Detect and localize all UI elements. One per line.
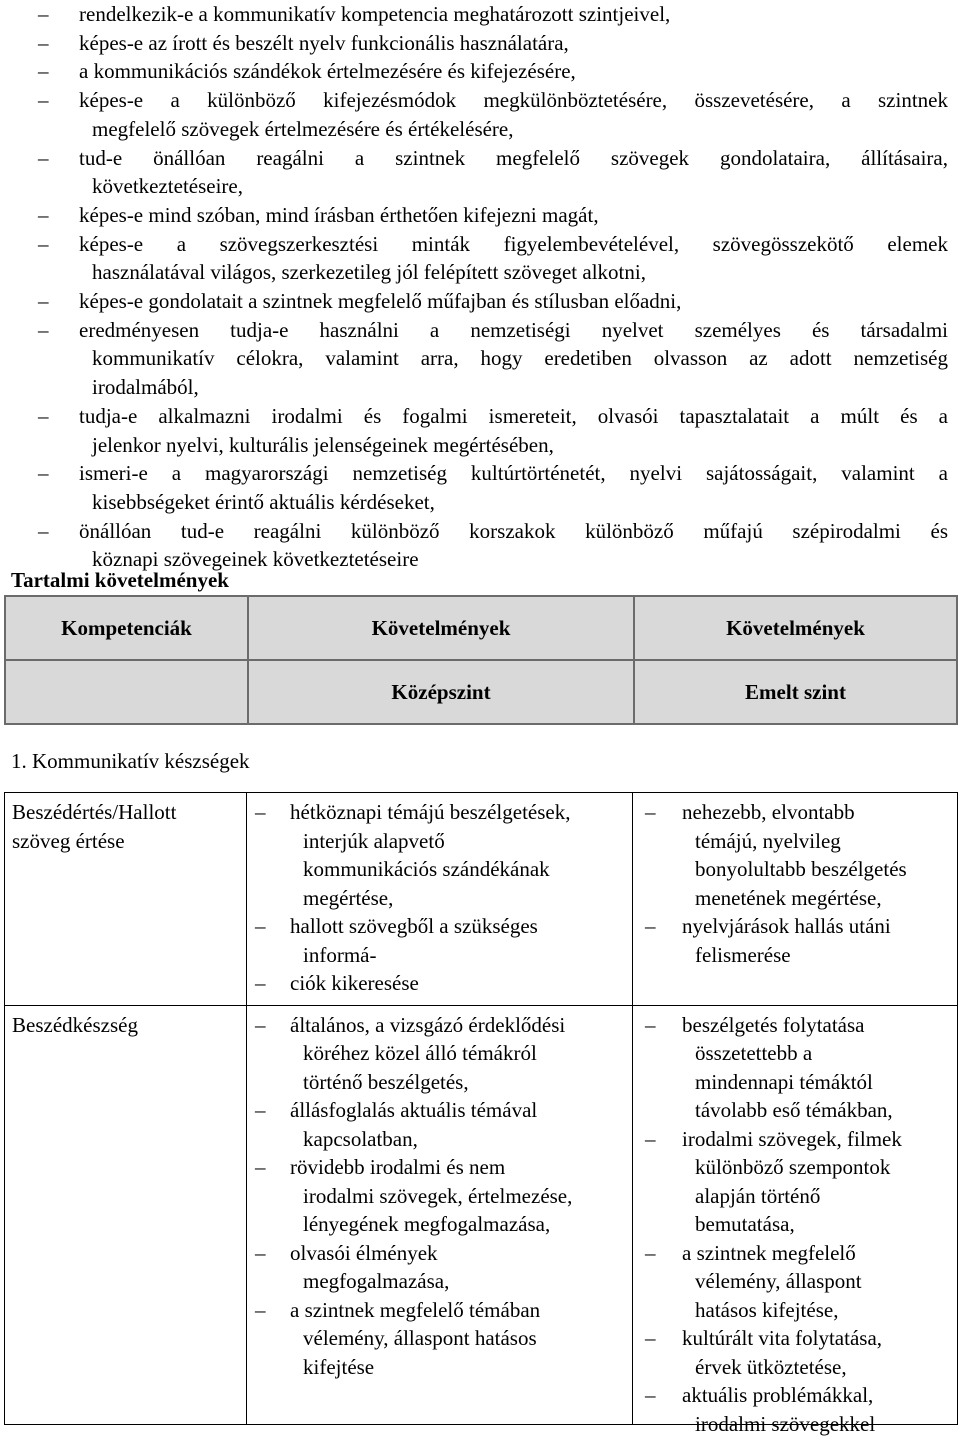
requirement-item [247, 1153, 632, 1239]
requirement-line-text: kommunikációs szándékának [303, 857, 550, 881]
criteria-item-line: képes-e a szövegszerkesztési minták figyelembevételével, szövegösszekötő elemek [79, 230, 948, 259]
dash-bullet: – [645, 1381, 656, 1410]
requirement-line [695, 1381, 950, 1410]
dash-bullet: – [255, 969, 266, 998]
criteria-item-line: képes-e mind szóban, mind írásban érthetően kifejezni magát, [79, 201, 948, 230]
criteria-item-line: képes-e a különböző kifejezésmódok megkülönböztetésére, összevetésére, a szintnek [79, 86, 948, 115]
requirement-item [247, 1296, 632, 1382]
advanced-level-requirements [632, 793, 956, 1005]
dash-bullet: – [38, 201, 62, 230]
requirement-line [303, 912, 626, 941]
requirement-line-text: mindennapi témáktól [695, 1070, 873, 1094]
requirement-line-text: lényegének megfogalmazása, [303, 1212, 550, 1236]
requirement-line [695, 941, 950, 970]
dash-bullet: – [38, 459, 62, 488]
requirement-item [247, 912, 632, 969]
evaluation-criteria-list [0, 0, 960, 574]
dash-bullet: – [38, 230, 62, 259]
requirement-line [695, 884, 950, 913]
criteria-item-line: ismeri-e a magyarországi nemzetiség kultúrtörténetét, nyelvi sajátosságait, valamint a [79, 459, 948, 488]
criteria-item-line: jelenkor nyelvi, kulturális jelenségeinek megértésében, [92, 431, 948, 460]
header-empty-cell [6, 661, 247, 723]
requirement-line-text: nyelvjárások hallás utáni [682, 914, 891, 938]
mid-level-requirements [246, 793, 632, 1005]
criteria-item-line: használatával világos, szerkezetileg jól felépített szöveget alkotni, [92, 258, 948, 287]
criteria-item-line: eredményesen tudja-e használni a nemzetiségi nyelvet személyes és társadalmi [79, 316, 948, 345]
requirement-line-text: vélemény, állaspont hatásos [303, 1326, 537, 1350]
criteria-item-line: rendelkezik-e a kommunikatív kompetencia meghatározott szintjeivel, [79, 0, 948, 29]
requirement-line-text: érvek ütköztetése, [695, 1355, 847, 1379]
header-mid-level: Középszint [247, 661, 633, 723]
dash-bullet: – [645, 1239, 656, 1268]
requirement-line [695, 1039, 950, 1068]
requirement-line-text: általános, a vizsgázó érdeklődési [290, 1013, 565, 1037]
requirement-line [303, 1182, 626, 1211]
requirement-item [633, 1239, 956, 1325]
requirement-line-text: összetettebb a [695, 1041, 812, 1065]
dash-bullet: – [255, 1296, 266, 1325]
requirement-line [303, 1011, 626, 1040]
requirement-line-text: megfogalmazása, [303, 1269, 449, 1293]
requirement-line [695, 1410, 950, 1438]
requirement-list [633, 793, 956, 969]
requirement-line-text: felismerése [695, 943, 791, 967]
dash-bullet: – [255, 1096, 266, 1125]
dash-bullet: – [255, 798, 266, 827]
requirement-line-text: állásfoglalás aktuális témával [290, 1098, 537, 1122]
criteria-item [0, 201, 960, 230]
requirement-item [633, 912, 956, 969]
requirement-line [303, 798, 626, 827]
competence-row [4, 1005, 958, 1425]
requirement-line-text: menetének megértése, [695, 886, 882, 910]
criteria-item-line: képes-e az írott és beszélt nyelv funkcionális használatára, [79, 29, 948, 58]
requirement-line-text: bonyolultabb beszélgetés [695, 857, 907, 881]
competence-name-line: Beszédértés/Hallott [12, 798, 246, 827]
requirement-line-text: vélemény, állaspont [695, 1269, 862, 1293]
requirement-line-text: irodalmi szövegek, értelmezése, [303, 1184, 572, 1208]
criteria-item [0, 230, 960, 287]
requirement-item [247, 1239, 632, 1296]
requirement-line-text: kapcsolatban, [303, 1127, 418, 1151]
requirement-line-text: irodalmi szövegek, filmek [682, 1127, 902, 1151]
requirement-line-text: a szintnek megfelelő [682, 1241, 856, 1265]
criteria-item-line: tud-e önállóan reagálni a szintnek megfelelő szövegek gondolataira, állításaira, [79, 144, 948, 173]
requirement-line-text: informá- [303, 943, 376, 967]
criteria-item [0, 29, 960, 58]
requirement-list [633, 1006, 956, 1438]
requirement-line [303, 1353, 626, 1382]
dash-bullet: – [645, 912, 656, 941]
requirement-line-text: hallott szövegből a szükséges [290, 914, 538, 938]
header-requirements-adv: Követelmények [633, 597, 956, 659]
dash-bullet: – [645, 1324, 656, 1353]
requirement-line-text: különböző szempontok [695, 1155, 890, 1179]
requirement-item [633, 1381, 956, 1438]
header-row-main [4, 595, 958, 661]
dash-bullet: – [38, 86, 62, 115]
requirement-list [247, 793, 632, 998]
criteria-item-line: tudja-e alkalmazni irodalmi és fogalmi ismereteit, olvasói tapasztalatait a múlt és a [79, 402, 948, 431]
dash-bullet: – [38, 402, 62, 431]
requirement-line [695, 1096, 950, 1125]
requirement-item [247, 798, 632, 912]
requirement-line-text: kultúrált vita folytatása, [682, 1326, 882, 1350]
dash-bullet: – [38, 0, 62, 29]
requirement-line-text: beszélgetés folytatása [682, 1013, 865, 1037]
requirement-line [303, 1239, 626, 1268]
competence-name [5, 793, 246, 1005]
requirement-line [695, 827, 950, 856]
requirement-line [695, 1239, 950, 1268]
criteria-item-line: a kommunikációs szándékok értelmezésére és kifejezésére, [79, 57, 948, 86]
requirement-item [247, 1096, 632, 1153]
requirement-line [695, 1011, 950, 1040]
mid-level-requirements [246, 1006, 632, 1424]
section-title: Tartalmi követelmények [11, 565, 229, 595]
requirement-line-text: köréhez közel álló témákról [303, 1041, 537, 1065]
header-advanced-level: Emelt szint [633, 661, 956, 723]
requirement-line-text: alapján történő [695, 1184, 820, 1208]
requirement-item [633, 1011, 956, 1125]
requirement-line-text: olvasói élmények [290, 1241, 438, 1265]
criteria-item [0, 402, 960, 459]
requirement-line [303, 1210, 626, 1239]
requirement-line [695, 1182, 950, 1211]
dash-bullet: – [645, 1011, 656, 1040]
dash-bullet: – [38, 144, 62, 173]
requirement-line-text: témájú, nyelvileg [695, 829, 841, 853]
requirement-line [303, 1324, 626, 1353]
criteria-item [0, 287, 960, 316]
criteria-item [0, 57, 960, 86]
requirement-line [303, 855, 626, 884]
requirement-line-text: rövidebb irodalmi és nem [290, 1155, 505, 1179]
header-row-levels [4, 659, 958, 725]
criteria-item [0, 86, 960, 143]
requirement-line-text: hatásos kifejtése, [695, 1298, 838, 1322]
competence-name-line: Beszédkészség [12, 1011, 246, 1040]
dash-bullet: – [255, 1011, 266, 1040]
dash-bullet: – [38, 29, 62, 58]
dash-bullet: – [38, 287, 62, 316]
requirement-line [695, 1125, 950, 1154]
dash-bullet: – [255, 1153, 266, 1182]
competence-row [4, 792, 958, 1006]
criteria-item-line: következtetéseire, [92, 172, 948, 201]
criteria-item-line: kisebbségeket érintő aktuális kérdéseket, [92, 488, 948, 517]
header-requirements-mid: Követelmények [247, 597, 633, 659]
requirement-line [695, 1324, 950, 1353]
header-competences: Kompetenciák [6, 597, 247, 659]
requirement-line [303, 969, 626, 998]
requirement-line-text: irodalmi szövegekkel [695, 1412, 875, 1436]
requirement-line [695, 1068, 950, 1097]
dash-bullet: – [38, 57, 62, 86]
criteria-item-line: köznapi szövegeinek következtetéseire [92, 545, 948, 574]
criteria-item [0, 316, 960, 402]
requirement-line-text: megértése, [303, 886, 393, 910]
dash-bullet: – [645, 798, 656, 827]
competence-name [5, 1006, 246, 1424]
criteria-item-line: képes-e gondolatait a szintnek megfelelő műfajban és stílusban előadni, [79, 287, 948, 316]
criteria-item-line: kommunikatív célokra, valamint arra, hogy eredetiben olvasson az adott nemzetiség [92, 344, 948, 373]
requirement-line-text: hétköznapi témájú beszélgetések, [290, 800, 570, 824]
dash-bullet: – [255, 912, 266, 941]
competence-name-line: szöveg értése [12, 827, 246, 856]
requirement-line [695, 912, 950, 941]
requirement-line-text: távolabb eső témákban, [695, 1098, 893, 1122]
requirement-line [695, 1153, 950, 1182]
requirement-line-text: történő beszélgetés, [303, 1070, 469, 1094]
requirement-line [303, 1096, 626, 1125]
criteria-item [0, 0, 960, 29]
requirement-line-text: kifejtése [303, 1355, 374, 1379]
criteria-item-line: megfelelő szövegek értelmezésére és értékelésére, [92, 115, 948, 144]
requirement-line [695, 1296, 950, 1325]
requirement-line [303, 1125, 626, 1154]
requirement-line [303, 1267, 626, 1296]
requirement-line [303, 1153, 626, 1182]
dash-bullet: – [255, 1239, 266, 1268]
criteria-item [0, 144, 960, 201]
criteria-item-line: önállóan tud-e reagálni különböző korszakok különböző műfajú szépirodalmi és [79, 517, 948, 546]
requirement-line [695, 1210, 950, 1239]
requirement-line [303, 884, 626, 913]
requirement-line [303, 1068, 626, 1097]
group-title: 1. Kommunikatív készségek [11, 746, 250, 776]
advanced-level-requirements [632, 1006, 956, 1424]
requirement-item [633, 1125, 956, 1239]
requirement-line [303, 1296, 626, 1325]
requirement-line-text: ciók kikeresése [290, 971, 419, 995]
requirement-line [303, 827, 626, 856]
requirement-list [247, 1006, 632, 1382]
requirement-item [247, 1011, 632, 1097]
requirement-item [633, 798, 956, 912]
requirement-line-text: interjúk alapvető [303, 829, 445, 853]
requirement-line [695, 1267, 950, 1296]
requirement-line [695, 855, 950, 884]
criteria-item [0, 459, 960, 516]
requirement-line [695, 798, 950, 827]
requirement-line-text: a szintnek megfelelő témában [290, 1298, 540, 1322]
requirement-line [303, 941, 626, 970]
requirement-line-text: aktuális problémákkal, [682, 1383, 873, 1407]
requirement-item [247, 969, 632, 998]
requirement-line [303, 1039, 626, 1068]
dash-bullet: – [38, 517, 62, 546]
requirement-line [695, 1353, 950, 1382]
requirement-item [633, 1324, 956, 1381]
criteria-item-line: irodalmából, [92, 373, 948, 402]
requirement-line-text: nehezebb, elvontabb [682, 800, 855, 824]
requirement-line-text: bemutatása, [695, 1212, 795, 1236]
dash-bullet: – [645, 1125, 656, 1154]
dash-bullet: – [38, 316, 62, 345]
